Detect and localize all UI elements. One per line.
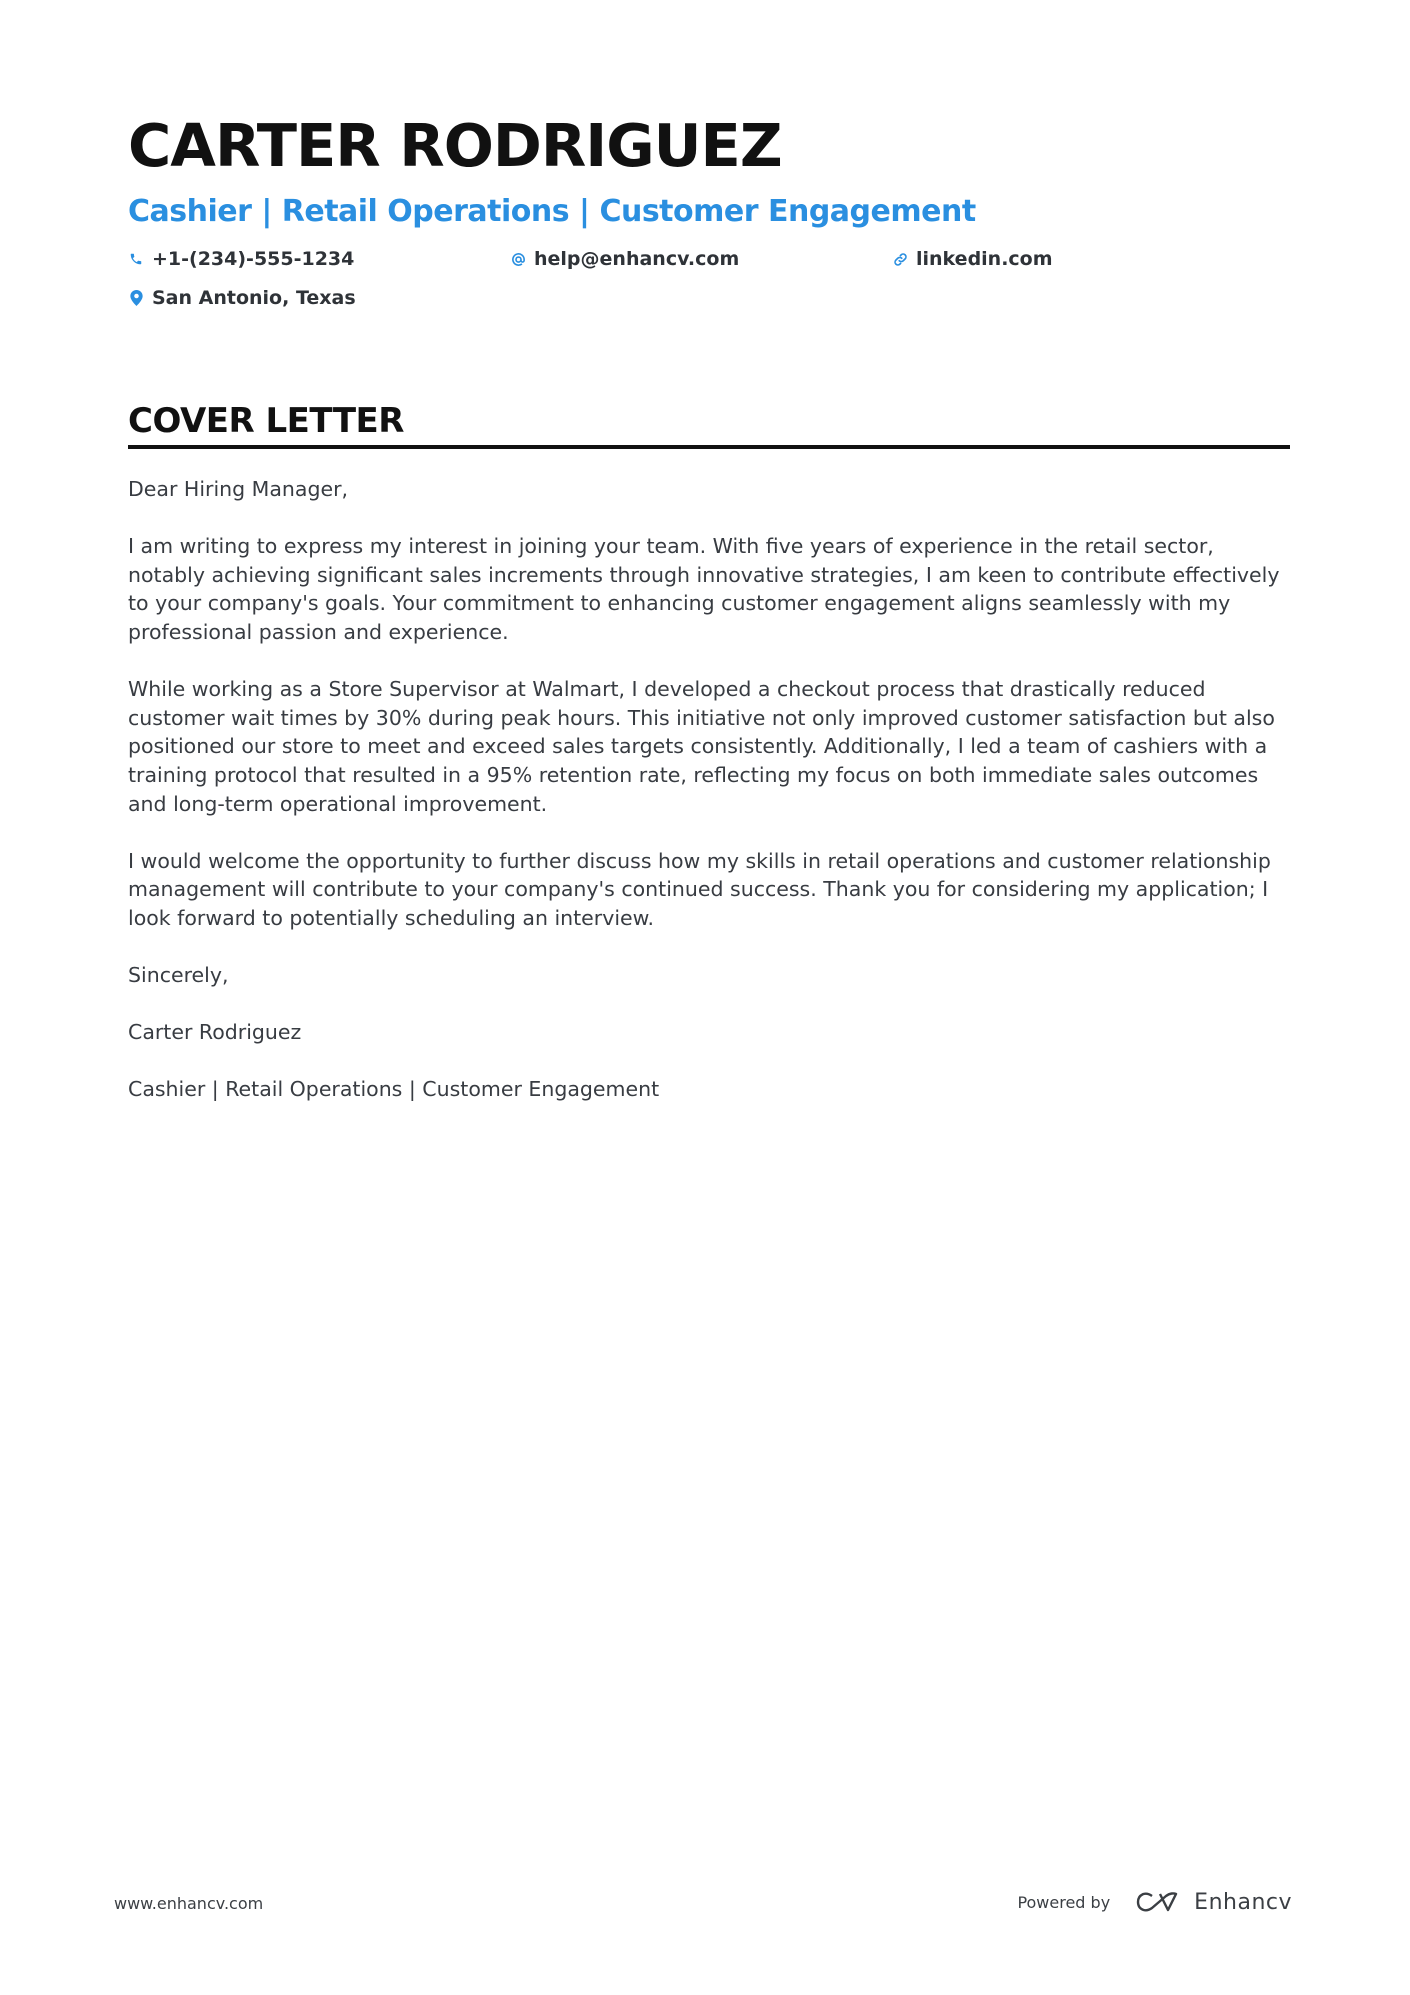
contact-location	[128, 283, 510, 313]
contact-phone-text: +1-(234)-555-1234	[152, 248, 355, 270]
letter-signature-title: Cashier | Retail Operations | Customer Engagement	[128, 1077, 660, 1102]
contact-linkedin-text: linkedin.com	[916, 248, 1053, 270]
powered-by-label: Powered by	[1017, 1892, 1111, 1912]
letter-content	[128, 110, 1290, 1133]
letter-closing: Sincerely,	[128, 963, 229, 988]
at-icon	[510, 250, 526, 268]
section-divider	[128, 445, 1290, 449]
link-icon	[892, 250, 908, 268]
letter-paragraph: I would welcome the opportunity to further discuss how my skills in retail operations and customer relationship management will contribute to your company's continued success. Thank you for considering my application; I look forward to potentially scheduling an interview.	[128, 848, 1271, 930]
letter-signature-name: Carter Rodriguez	[128, 1020, 302, 1045]
candidate-name: CARTER RODRIGUEZ	[128, 111, 782, 180]
phone-icon	[128, 250, 144, 268]
contact-linkedin[interactable]	[892, 244, 1274, 274]
contact-email[interactable]	[510, 244, 892, 274]
letter-paragraph: While working as a Store Supervisor at Walmart, I developed a checkout process that drastically reduced customer wait times by 30% during peak hours. This initiative not only improved customer satisfaction but also positioned our store to meet and exceed sales targets consistently. Additionally, I led a team of cashiers with a training protocol that resulted in a 95% retention rate, reflecting my focus on both immediate sales outcomes and long-term operational improvement.	[128, 677, 1275, 816]
contact-list	[128, 244, 1290, 313]
candidate-headline: Cashier | Retail Operations | Customer Engagement	[128, 194, 976, 229]
enhancv-logo-icon	[1136, 1890, 1182, 1914]
contact-phone[interactable]	[128, 244, 510, 274]
enhancv-brand-name: Enhancv	[1194, 1889, 1292, 1915]
letter-paragraph: I am writing to express my interest in joining your team. With five years of experience in the retail sector, notably achieving significant sales increments through innovative strategies, I am keen to contribute effectively to your company's goals. Your commitment to enhancing customer engagement aligns seamlessly with my professional passion and experience.	[128, 534, 1280, 644]
contact-email-text: help@enhancv.com	[534, 248, 740, 270]
letter-salutation: Dear Hiring Manager,	[128, 477, 349, 501]
location-pin-icon	[128, 289, 144, 307]
letter-body	[128, 475, 1290, 1104]
powered-by-badge[interactable]	[1017, 1885, 1292, 1919]
section-title-cover-letter: COVER LETTER	[128, 401, 404, 441]
contact-location-text: San Antonio, Texas	[152, 287, 356, 309]
footer-url[interactable]: www.enhancv.com	[114, 1894, 264, 1913]
